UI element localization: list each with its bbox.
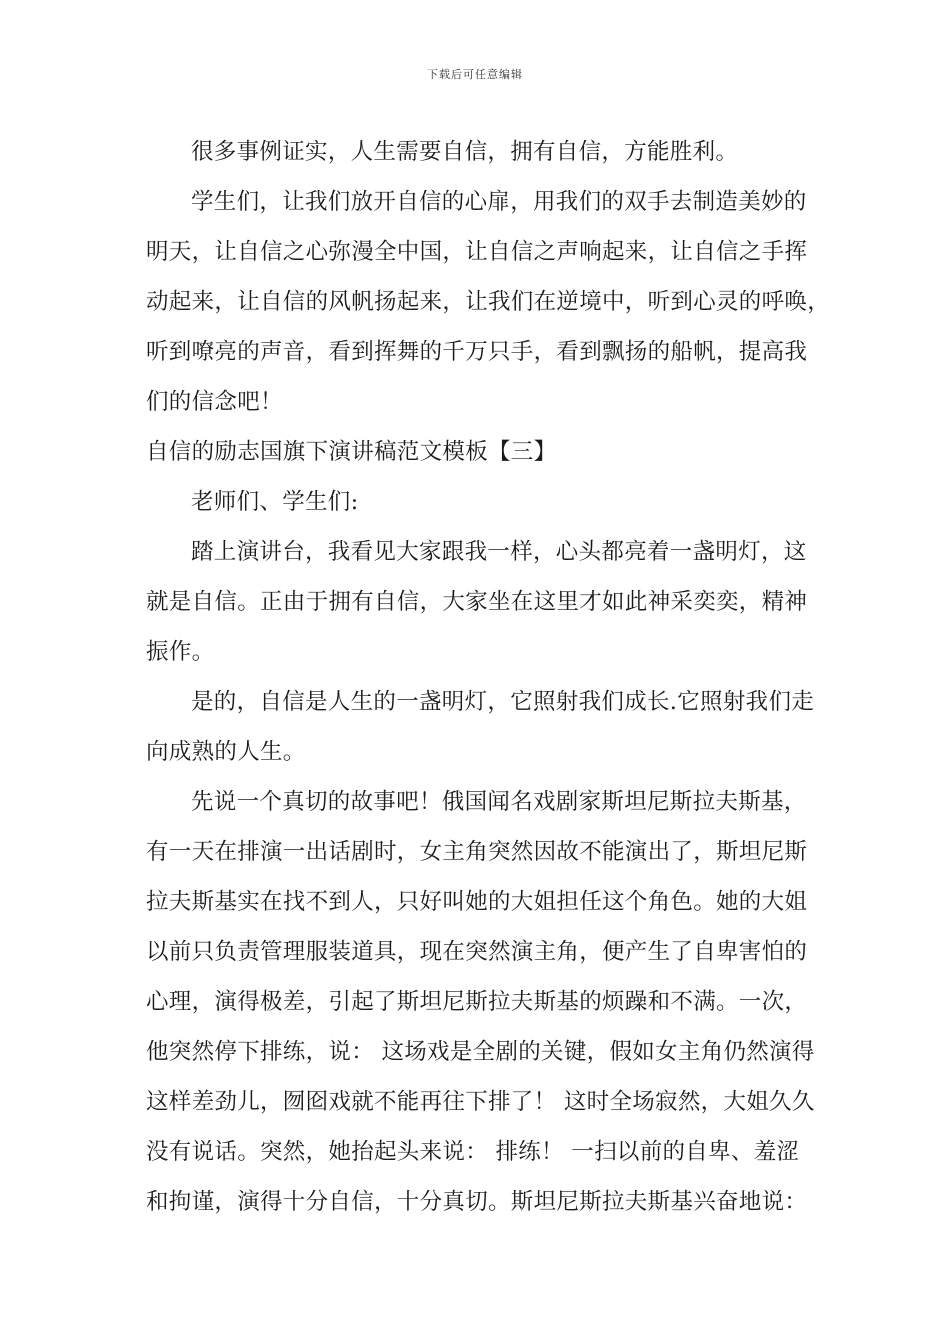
text-line: 先说一个真切的故事吧！俄国闻名戏剧家斯坦尼斯拉夫斯基， xyxy=(191,789,807,815)
salutation-line: 老师们、学生们: xyxy=(191,489,359,515)
text-line: 明天，让自信之心弥漫全中国，让自信之声响起来，让自信之手挥 xyxy=(146,239,808,265)
text-line: 踏上演讲台，我看见大家跟我一样，心头都亮着一盏明灯，这 xyxy=(191,539,807,565)
text-line: 和拘谨，演得十分自信，十分真切。斯坦尼斯拉夫斯基兴奋地说： xyxy=(146,1189,808,1215)
text-line: 动起来，让自信的风帆扬起来，让我们在逆境中，听到心灵的呼唤， xyxy=(146,289,831,315)
text-line: 们的信念吧！ xyxy=(146,389,283,415)
text-line: 听到嘹亮的声音，看到挥舞的千万只手，看到飘扬的船帆，提高我 xyxy=(146,339,808,365)
text-line: 以前只负责管理服装道具，现在突然演主角，便产生了自卑害怕的 xyxy=(146,939,808,965)
document-body xyxy=(146,127,831,1227)
text-line: 心理，演得极差，引起了斯坦尼斯拉夫斯基的烦躁和不满。一次， xyxy=(146,989,808,1015)
text-line: 很多事例证实，人生需要自信，拥有自信，方能胜利。 xyxy=(191,139,739,165)
text-line: 他突然停下排练，说： 这场戏是全剧的关键，假如女主角仍然演得 xyxy=(146,1039,815,1065)
section-heading: 自信的励志国旗下演讲稿范文模板【三】 xyxy=(146,439,557,465)
text-line: 是的，自信是人生的一盏明灯，它照射我们成长.它照射我们走 xyxy=(191,689,815,715)
text-line: 有一天在排演一出话剧时，女主角突然因故不能演出了，斯坦尼斯 xyxy=(146,839,808,865)
text-line: 这样差劲儿，囫囵戏就不能再往下排了！ 这时全场寂然，大姐久久 xyxy=(146,1089,815,1115)
text-line: 向成熟的人生。 xyxy=(146,739,306,765)
page-header-note: 下载后可任意编辑 xyxy=(427,68,523,81)
text-line: 拉夫斯基实在找不到人，只好叫她的大姐担任这个角色。她的大姐 xyxy=(146,889,808,915)
text-line: 就是自信。正由于拥有自信，大家坐在这里才如此神采奕奕，精神 xyxy=(146,589,808,615)
text-line: 没有说话。突然，她抬起头来说： 排练！ 一扫以前的自卑、羞涩 xyxy=(146,1139,800,1165)
text-line: 振作。 xyxy=(146,639,215,665)
text-line: 学生们，让我们放开自信的心扉，用我们的双手去制造美妙的 xyxy=(191,189,807,215)
